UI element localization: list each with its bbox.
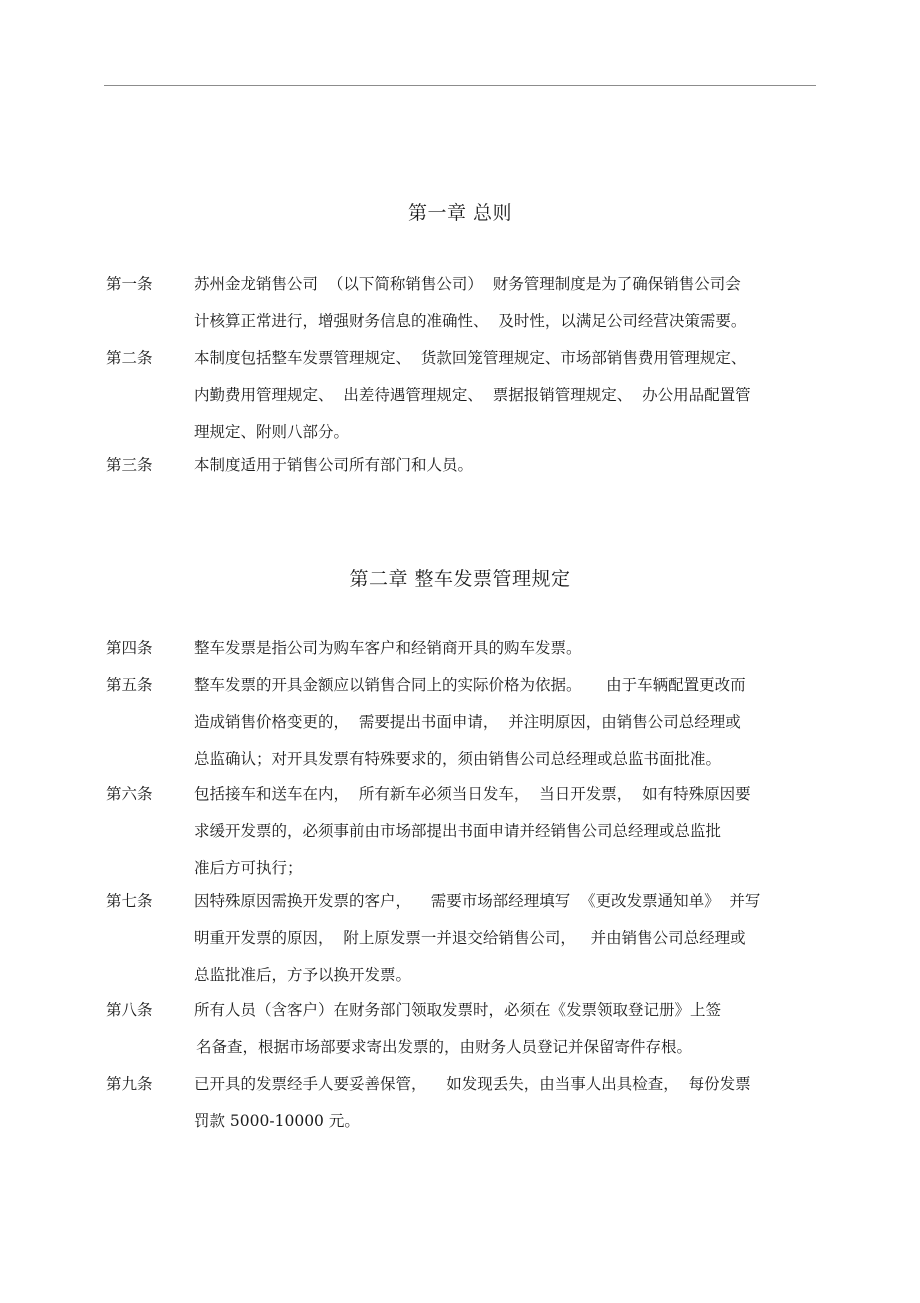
- article-line: 包括接车和送车在内， 所有新车必须当日发车， 当日开发票， 如有特殊原因要: [194, 785, 751, 803]
- article-body: [194, 667, 820, 778]
- article-label: 第五条: [106, 676, 153, 694]
- article-line: 求缓开发票的，必须事前由市场部提出书面申请并经销售公司总经理或总监批: [194, 822, 722, 840]
- article-body: [194, 883, 820, 994]
- article-label: 第二条: [106, 349, 153, 367]
- article-line: 明重开发票的原因， 附上原发票一并退交给销售公司， 并由销售公司总经理或: [194, 929, 746, 947]
- article-label: 第九条: [106, 1075, 153, 1093]
- article-line: 因特殊原因需换开发票的客户， 需要市场部经理填写 《更改发票通知单》 并写: [194, 892, 761, 910]
- article-line: 本制度适用于销售公司所有部门和人员。: [194, 456, 474, 474]
- article-body: [194, 630, 820, 667]
- chapter-1-title: 第一章 总则: [407, 202, 513, 224]
- article-body: [194, 776, 820, 887]
- article-line: 罚款 5000-10000 元。: [194, 1112, 360, 1130]
- article-line: 整车发票的开具金额应以销售合同上的实际价格为依据。 由于车辆配置更改而: [194, 676, 746, 694]
- article-line: 已开具的发票经手人要妥善保管， 如发现丢失，由当事人出具检查， 每份发票: [194, 1075, 751, 1093]
- article-label: 第八条: [106, 1001, 153, 1019]
- article-line: 本制度包括整车发票管理规定、 货款回笼管理规定、市场部销售费用管理规定、: [194, 349, 747, 367]
- article-line: 所有人员（含客户）在财务部门领取发票时，必须在《发票领取登记册》上签: [194, 1001, 722, 1019]
- article-line: 内勤费用管理规定、 出差待遇管理规定、 票据报销管理规定、 办公用品配置管: [194, 386, 751, 404]
- article-label: 第七条: [106, 892, 153, 910]
- article-line: 总监批准后，方予以换开发票。: [194, 966, 412, 984]
- article-line: 造成销售价格变更的， 需要提出书面申请， 并注明原因，由销售公司总经理或: [194, 713, 741, 731]
- chapter-2-title: 第二章 整车发票管理规定: [349, 568, 571, 590]
- article-label: 第一条: [106, 275, 153, 293]
- article-body: [194, 266, 820, 340]
- article-line: 苏州金龙销售公司 （以下简称销售公司） 财务管理制度是为了确保销售公司会: [194, 275, 741, 293]
- article-body: [194, 447, 820, 484]
- article-line: 总监确认；对开具发票有特殊要求的，须由销售公司总经理或总监书面批准。: [194, 750, 722, 768]
- header-rule: [104, 85, 816, 86]
- article-line: 准后方可执行；: [194, 859, 303, 877]
- article-body: [194, 992, 820, 1066]
- article-label: 第四条: [106, 639, 153, 657]
- article-label: 第六条: [106, 785, 153, 803]
- article-line: 名备查，根据市场部要求寄出发票的，由财务人员登记并保留寄件存根。: [196, 1038, 693, 1056]
- article-body: [194, 1066, 820, 1140]
- article-line: 整车发票是指公司为购车客户和经销商开具的购车发票。: [194, 639, 582, 657]
- article-label: 第三条: [106, 456, 153, 474]
- article-line: 理规定、附则八部分。: [194, 423, 350, 441]
- article-body: [194, 340, 820, 451]
- article-line: 计核算正常进行，增强财务信息的准确性、 及时性，以满足公司经营决策需要。: [194, 312, 747, 330]
